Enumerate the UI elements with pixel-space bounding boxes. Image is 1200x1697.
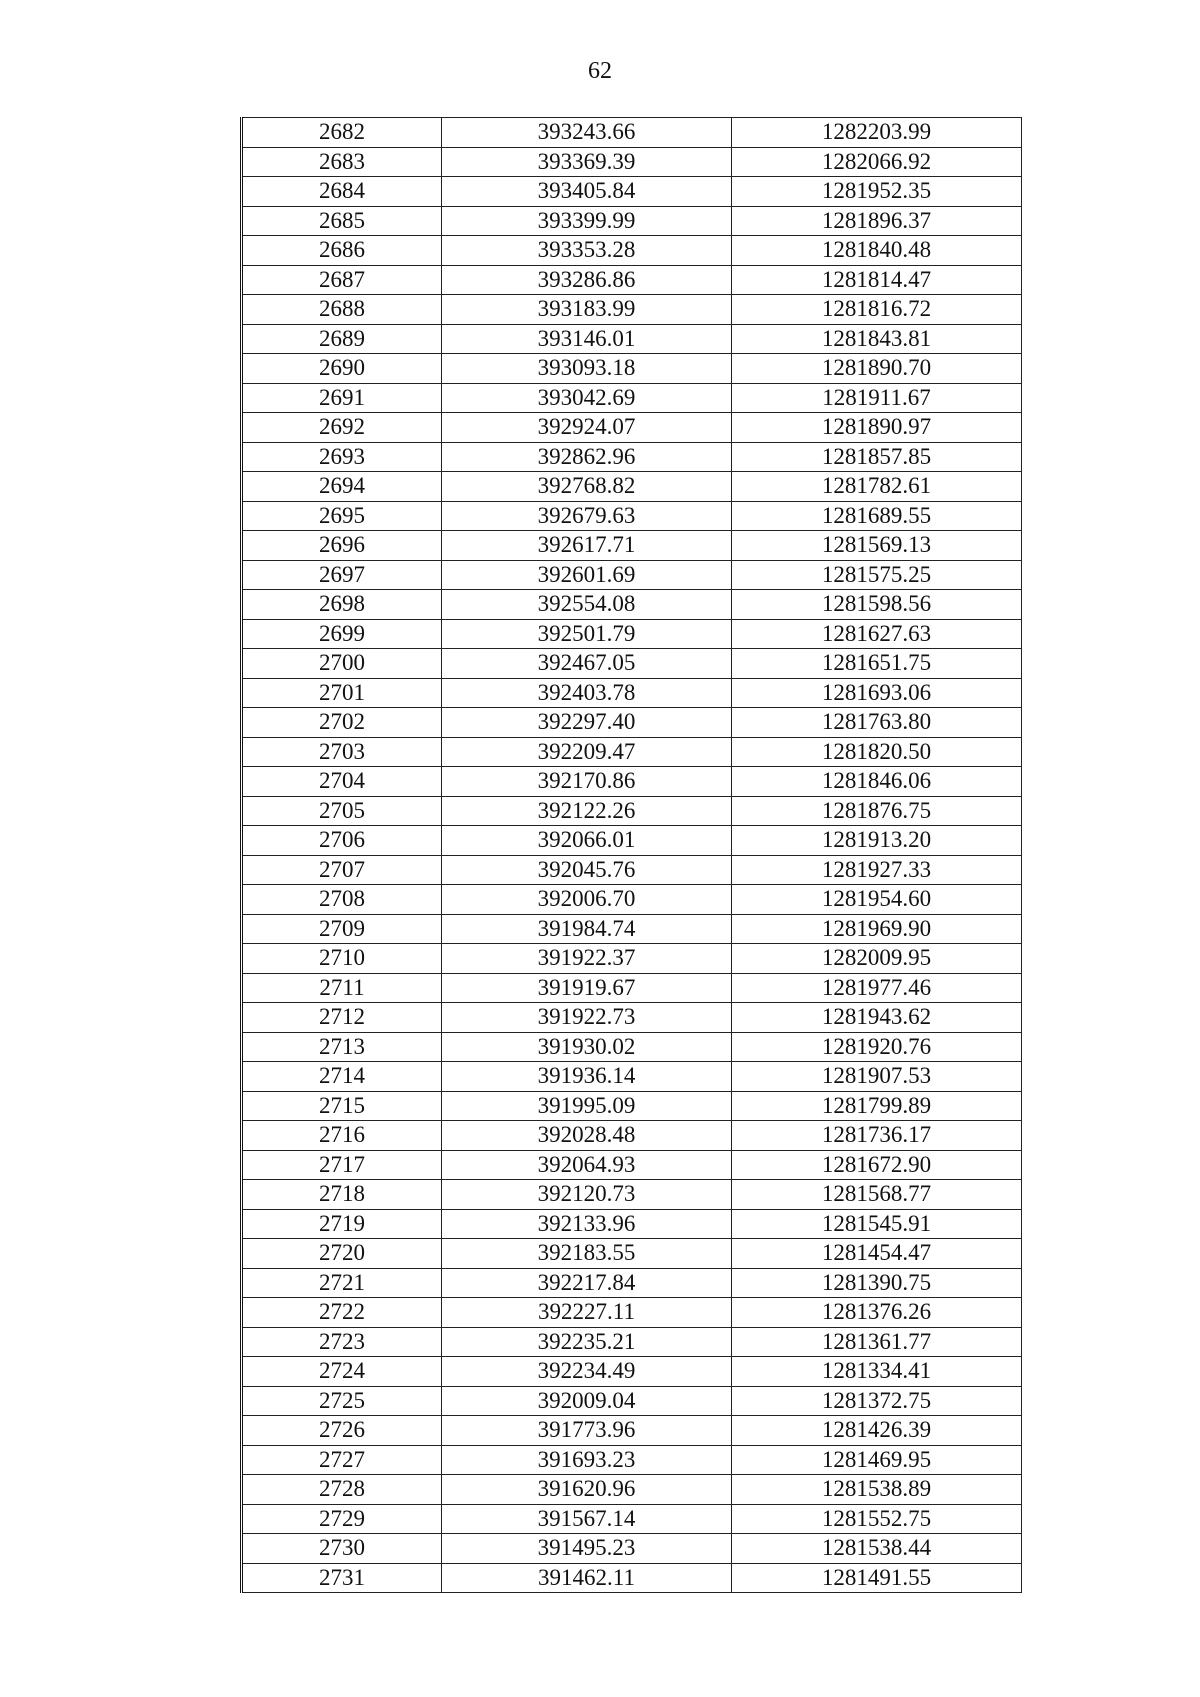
- coordinates-table-body: [242, 118, 1022, 1593]
- y-coordinate-cell: 1281943.62: [732, 1003, 1022, 1033]
- y-coordinate-cell: 1281538.44: [732, 1534, 1022, 1564]
- y-coordinate-cell: 1281693.06: [732, 678, 1022, 708]
- x-coordinate-cell: 392679.63: [442, 501, 732, 531]
- table-row: [242, 1150, 1022, 1180]
- y-coordinate-cell: 1281896.37: [732, 206, 1022, 236]
- point-number-cell: 2717: [242, 1150, 442, 1180]
- y-coordinate-cell: 1281545.91: [732, 1209, 1022, 1239]
- y-coordinate-cell: 1281920.76: [732, 1032, 1022, 1062]
- x-coordinate-cell: 393369.39: [442, 147, 732, 177]
- y-coordinate-cell: 1281890.97: [732, 413, 1022, 443]
- y-coordinate-cell: 1281491.55: [732, 1563, 1022, 1593]
- page-number: 62: [588, 58, 612, 84]
- point-number-cell: 2686: [242, 236, 442, 266]
- table-row: [242, 1298, 1022, 1328]
- x-coordinate-cell: 391930.02: [442, 1032, 732, 1062]
- x-coordinate-cell: 391919.67: [442, 973, 732, 1003]
- y-coordinate-cell: 1281568.77: [732, 1180, 1022, 1210]
- y-coordinate-cell: 1281552.75: [732, 1504, 1022, 1534]
- point-number-cell: 2728: [242, 1475, 442, 1505]
- x-coordinate-cell: 392183.55: [442, 1239, 732, 1269]
- y-coordinate-cell: 1281454.47: [732, 1239, 1022, 1269]
- table-row: [242, 383, 1022, 413]
- point-number-cell: 2711: [242, 973, 442, 1003]
- point-number-cell: 2700: [242, 649, 442, 679]
- point-number-cell: 2707: [242, 855, 442, 885]
- point-number-cell: 2720: [242, 1239, 442, 1269]
- y-coordinate-cell: 1281569.13: [732, 531, 1022, 561]
- table-row: [242, 295, 1022, 325]
- y-coordinate-cell: 1281890.70: [732, 354, 1022, 384]
- point-number-cell: 2688: [242, 295, 442, 325]
- table-row: [242, 1032, 1022, 1062]
- table-row: [242, 1239, 1022, 1269]
- y-coordinate-cell: 1281598.56: [732, 590, 1022, 620]
- point-number-cell: 2693: [242, 442, 442, 472]
- point-number-cell: 2724: [242, 1357, 442, 1387]
- x-coordinate-cell: 392601.69: [442, 560, 732, 590]
- x-coordinate-cell: 392120.73: [442, 1180, 732, 1210]
- point-number-cell: 2699: [242, 619, 442, 649]
- point-number-cell: 2715: [242, 1091, 442, 1121]
- point-number-cell: 2702: [242, 708, 442, 738]
- x-coordinate-cell: 393405.84: [442, 177, 732, 207]
- y-coordinate-cell: 1281911.67: [732, 383, 1022, 413]
- y-coordinate-cell: 1281390.75: [732, 1268, 1022, 1298]
- y-coordinate-cell: 1281736.17: [732, 1121, 1022, 1151]
- point-number-cell: 2713: [242, 1032, 442, 1062]
- y-coordinate-cell: 1281913.20: [732, 826, 1022, 856]
- point-number-cell: 2714: [242, 1062, 442, 1092]
- table-row: [242, 590, 1022, 620]
- table-row: [242, 708, 1022, 738]
- table-row: [242, 1091, 1022, 1121]
- table-row: [242, 206, 1022, 236]
- y-coordinate-cell: 1281876.75: [732, 796, 1022, 826]
- point-number-cell: 2695: [242, 501, 442, 531]
- table-row: [242, 1445, 1022, 1475]
- point-number-cell: 2716: [242, 1121, 442, 1151]
- table-row: [242, 1534, 1022, 1564]
- y-coordinate-cell: 1281672.90: [732, 1150, 1022, 1180]
- x-coordinate-cell: 392066.01: [442, 826, 732, 856]
- x-coordinate-cell: 393286.86: [442, 265, 732, 295]
- table-row: [242, 737, 1022, 767]
- point-number-cell: 2685: [242, 206, 442, 236]
- y-coordinate-cell: 1281361.77: [732, 1327, 1022, 1357]
- point-number-cell: 2690: [242, 354, 442, 384]
- x-coordinate-cell: 392297.40: [442, 708, 732, 738]
- point-number-cell: 2689: [242, 324, 442, 354]
- point-number-cell: 2698: [242, 590, 442, 620]
- table-row: [242, 1386, 1022, 1416]
- x-coordinate-cell: 392234.49: [442, 1357, 732, 1387]
- point-number-cell: 2704: [242, 767, 442, 797]
- x-coordinate-cell: 393183.99: [442, 295, 732, 325]
- table-row: [242, 147, 1022, 177]
- table-row: [242, 1504, 1022, 1534]
- x-coordinate-cell: 393042.69: [442, 383, 732, 413]
- x-coordinate-cell: 392122.26: [442, 796, 732, 826]
- x-coordinate-cell: 393399.99: [442, 206, 732, 236]
- x-coordinate-cell: 392209.47: [442, 737, 732, 767]
- point-number-cell: 2729: [242, 1504, 442, 1534]
- point-number-cell: 2691: [242, 383, 442, 413]
- x-coordinate-cell: 392768.82: [442, 472, 732, 502]
- table-row: [242, 826, 1022, 856]
- point-number-cell: 2694: [242, 472, 442, 502]
- point-number-cell: 2722: [242, 1298, 442, 1328]
- table-row: [242, 354, 1022, 384]
- y-coordinate-cell: 1281952.35: [732, 177, 1022, 207]
- table-row: [242, 855, 1022, 885]
- y-coordinate-cell: 1282203.99: [732, 118, 1022, 148]
- x-coordinate-cell: 391984.74: [442, 914, 732, 944]
- x-coordinate-cell: 392006.70: [442, 885, 732, 915]
- x-coordinate-cell: 392133.96: [442, 1209, 732, 1239]
- y-coordinate-cell: 1281334.41: [732, 1357, 1022, 1387]
- table-row: [242, 973, 1022, 1003]
- point-number-cell: 2731: [242, 1563, 442, 1593]
- x-coordinate-cell: 392064.93: [442, 1150, 732, 1180]
- y-coordinate-cell: 1281799.89: [732, 1091, 1022, 1121]
- table-row: [242, 1357, 1022, 1387]
- point-number-cell: 2701: [242, 678, 442, 708]
- table-row: [242, 118, 1022, 148]
- table-row: [242, 944, 1022, 974]
- y-coordinate-cell: 1281372.75: [732, 1386, 1022, 1416]
- x-coordinate-cell: 392924.07: [442, 413, 732, 443]
- x-coordinate-cell: 391495.23: [442, 1534, 732, 1564]
- point-number-cell: 2721: [242, 1268, 442, 1298]
- y-coordinate-cell: 1281782.61: [732, 472, 1022, 502]
- table-row: [242, 1327, 1022, 1357]
- point-number-cell: 2696: [242, 531, 442, 561]
- x-coordinate-cell: 391462.11: [442, 1563, 732, 1593]
- y-coordinate-cell: 1281954.60: [732, 885, 1022, 915]
- table-row: [242, 531, 1022, 561]
- x-coordinate-cell: 392501.79: [442, 619, 732, 649]
- y-coordinate-cell: 1281977.46: [732, 973, 1022, 1003]
- y-coordinate-cell: 1281575.25: [732, 560, 1022, 590]
- x-coordinate-cell: 392235.21: [442, 1327, 732, 1357]
- y-coordinate-cell: 1281927.33: [732, 855, 1022, 885]
- x-coordinate-cell: 392217.84: [442, 1268, 732, 1298]
- point-number-cell: 2725: [242, 1386, 442, 1416]
- x-coordinate-cell: 393243.66: [442, 118, 732, 148]
- y-coordinate-cell: 1281840.48: [732, 236, 1022, 266]
- y-coordinate-cell: 1282066.92: [732, 147, 1022, 177]
- y-coordinate-cell: 1281820.50: [732, 737, 1022, 767]
- table-row: [242, 324, 1022, 354]
- x-coordinate-cell: 392554.08: [442, 590, 732, 620]
- point-number-cell: 2682: [242, 118, 442, 148]
- x-coordinate-cell: 391995.09: [442, 1091, 732, 1121]
- x-coordinate-cell: 392617.71: [442, 531, 732, 561]
- point-number-cell: 2709: [242, 914, 442, 944]
- y-coordinate-cell: 1281651.75: [732, 649, 1022, 679]
- x-coordinate-cell: 392862.96: [442, 442, 732, 472]
- table-row: [242, 1209, 1022, 1239]
- table-row: [242, 560, 1022, 590]
- x-coordinate-cell: 392045.76: [442, 855, 732, 885]
- x-coordinate-cell: 392170.86: [442, 767, 732, 797]
- point-number-cell: 2708: [242, 885, 442, 915]
- point-number-cell: 2687: [242, 265, 442, 295]
- y-coordinate-cell: 1281907.53: [732, 1062, 1022, 1092]
- table-row: [242, 678, 1022, 708]
- y-coordinate-cell: 1281763.80: [732, 708, 1022, 738]
- x-coordinate-cell: 391773.96: [442, 1416, 732, 1446]
- point-number-cell: 2730: [242, 1534, 442, 1564]
- x-coordinate-cell: 392227.11: [442, 1298, 732, 1328]
- point-number-cell: 2727: [242, 1445, 442, 1475]
- table-row: [242, 501, 1022, 531]
- point-number-cell: 2712: [242, 1003, 442, 1033]
- x-coordinate-cell: 393146.01: [442, 324, 732, 354]
- y-coordinate-cell: 1281969.90: [732, 914, 1022, 944]
- table-row: [242, 442, 1022, 472]
- x-coordinate-cell: 392467.05: [442, 649, 732, 679]
- point-number-cell: 2706: [242, 826, 442, 856]
- point-number-cell: 2692: [242, 413, 442, 443]
- y-coordinate-cell: 1281426.39: [732, 1416, 1022, 1446]
- table-row: [242, 1416, 1022, 1446]
- table-row: [242, 413, 1022, 443]
- point-number-cell: 2719: [242, 1209, 442, 1239]
- point-number-cell: 2683: [242, 147, 442, 177]
- point-number-cell: 2703: [242, 737, 442, 767]
- table-row: [242, 265, 1022, 295]
- table-row: [242, 796, 1022, 826]
- point-number-cell: 2697: [242, 560, 442, 590]
- point-number-cell: 2705: [242, 796, 442, 826]
- y-coordinate-cell: 1281814.47: [732, 265, 1022, 295]
- y-coordinate-cell: 1281627.63: [732, 619, 1022, 649]
- table-row: [242, 1180, 1022, 1210]
- point-number-cell: 2710: [242, 944, 442, 974]
- point-number-cell: 2726: [242, 1416, 442, 1446]
- x-coordinate-cell: 391567.14: [442, 1504, 732, 1534]
- point-number-cell: 2723: [242, 1327, 442, 1357]
- x-coordinate-cell: 392009.04: [442, 1386, 732, 1416]
- x-coordinate-cell: 391922.73: [442, 1003, 732, 1033]
- table-row: [242, 914, 1022, 944]
- table-row: [242, 885, 1022, 915]
- point-number-cell: 2718: [242, 1180, 442, 1210]
- table-row: [242, 177, 1022, 207]
- y-coordinate-cell: 1281469.95: [732, 1445, 1022, 1475]
- coordinates-table: [240, 117, 1022, 1593]
- y-coordinate-cell: 1281538.89: [732, 1475, 1022, 1505]
- table-row: [242, 1062, 1022, 1092]
- point-number-cell: 2684: [242, 177, 442, 207]
- y-coordinate-cell: 1281843.81: [732, 324, 1022, 354]
- y-coordinate-cell: 1281816.72: [732, 295, 1022, 325]
- table-row: [242, 1475, 1022, 1505]
- y-coordinate-cell: 1281857.85: [732, 442, 1022, 472]
- table-row: [242, 649, 1022, 679]
- table-row: [242, 1563, 1022, 1593]
- y-coordinate-cell: 1281376.26: [732, 1298, 1022, 1328]
- x-coordinate-cell: 393093.18: [442, 354, 732, 384]
- table-row: [242, 1121, 1022, 1151]
- table-row: [242, 472, 1022, 502]
- x-coordinate-cell: 391620.96: [442, 1475, 732, 1505]
- table-row: [242, 619, 1022, 649]
- table-row: [242, 1003, 1022, 1033]
- y-coordinate-cell: 1282009.95: [732, 944, 1022, 974]
- y-coordinate-cell: 1281689.55: [732, 501, 1022, 531]
- table-row: [242, 767, 1022, 797]
- table-row: [242, 1268, 1022, 1298]
- x-coordinate-cell: 391936.14: [442, 1062, 732, 1092]
- x-coordinate-cell: 391693.23: [442, 1445, 732, 1475]
- x-coordinate-cell: 392028.48: [442, 1121, 732, 1151]
- x-coordinate-cell: 393353.28: [442, 236, 732, 266]
- x-coordinate-cell: 391922.37: [442, 944, 732, 974]
- table-row: [242, 236, 1022, 266]
- y-coordinate-cell: 1281846.06: [732, 767, 1022, 797]
- x-coordinate-cell: 392403.78: [442, 678, 732, 708]
